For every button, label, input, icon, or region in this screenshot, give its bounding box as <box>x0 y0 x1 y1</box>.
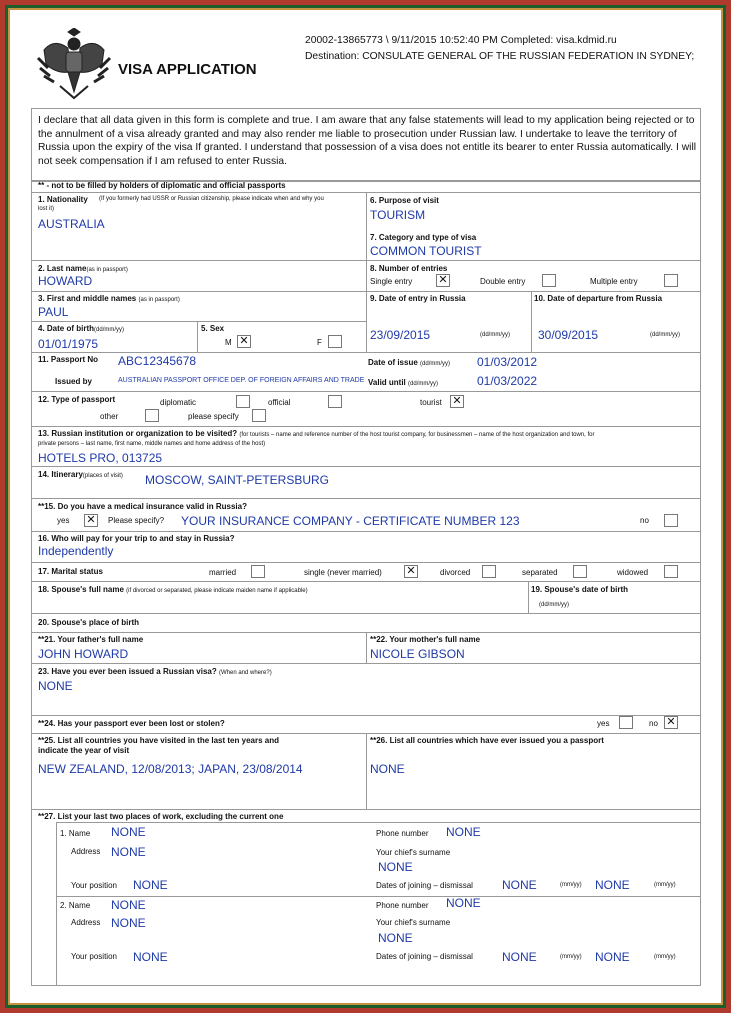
payer-label: 16. Who will pay for your trip to and stay in Russia? <box>38 534 235 543</box>
previous-visa-value[interactable]: NONE <box>38 679 73 693</box>
nationality-value[interactable]: AUSTRALIA <box>38 217 105 231</box>
sex-label: 5. Sex <box>201 324 225 333</box>
entry-date-label: 9. Date of entry in Russia <box>370 294 466 303</box>
countries-visited-value[interactable]: NEW ZEALAND, 12/08/2013; JAPAN, 23/08/2014 <box>38 762 303 776</box>
separated-label: separated <box>522 568 558 577</box>
married-checkbox[interactable] <box>251 565 265 578</box>
double-entry-checkbox[interactable] <box>542 274 556 287</box>
spouse-name-label: 18. Spouse's full name (if divorced or separated, please indicate maiden name if applicable) <box>38 585 308 594</box>
mother-name-label: **22. Your mother's full name <box>370 635 481 644</box>
job-2-address-label: Address <box>71 918 101 927</box>
sex-m-checkbox[interactable]: ✕ <box>237 335 251 348</box>
visa-category-value[interactable]: COMMON TOURIST <box>370 244 482 258</box>
itinerary-value[interactable]: MOSCOW, SAINT-PETERSBURG <box>145 473 330 487</box>
passport-type-label: 12. Type of passport <box>38 395 116 404</box>
separated-checkbox[interactable] <box>573 565 587 578</box>
insurance-no-checkbox[interactable] <box>664 514 678 527</box>
job-2-address-value[interactable]: NONE <box>111 916 146 930</box>
widowed-checkbox[interactable] <box>664 565 678 578</box>
sex-m-label: M <box>225 338 232 347</box>
job-2-name-value[interactable]: NONE <box>111 898 146 912</box>
single-checkbox[interactable]: ✕ <box>404 565 418 578</box>
entry-date-value[interactable]: 23/09/2015 <box>370 328 431 342</box>
work-history-label: **27. List your last two places of work, excluding the current one <box>38 812 284 821</box>
countries-visited-label-2: indicate the year of visit <box>38 746 130 755</box>
job-1-phone-value[interactable]: NONE <box>446 825 481 839</box>
multiple-entry-label: Multiple entry <box>590 277 638 286</box>
job-2-from-value[interactable]: NONE <box>502 950 537 964</box>
single-label: single (never married) <box>304 568 382 577</box>
job-2-to-value[interactable]: NONE <box>595 950 630 964</box>
passport-no-value[interactable]: ABC12345678 <box>118 354 197 368</box>
declaration-text: I declare that all data given in this form is complete and true. I am aware that any false statements will lead to my application being rejected or to the annulment of a visa already granted and may also render me liable to prosecution under Russian law. I undertake to leave the territory of Russia upon the expiry of the visa If granted. I understand that possession of a visa does not entitle its bearer to enter Russia automatically. I will not seek compensation if I am refused to enter Russia. <box>38 115 697 167</box>
job-2-name-label: 2. Name <box>60 901 91 910</box>
dob-value[interactable]: 01/01/1975 <box>38 337 99 351</box>
job-2-phone-value[interactable]: NONE <box>446 896 481 910</box>
sex-f-label: F <box>317 338 322 347</box>
job-2-from-format: (mm/yy) <box>560 954 582 960</box>
job-1-dates-label: Dates of joining – dismissal <box>376 881 473 890</box>
diplomatic-checkbox[interactable] <box>236 395 250 408</box>
other-checkbox[interactable] <box>145 409 159 422</box>
double-entry-label: Double entry <box>480 277 526 286</box>
father-name-label: **21. Your father's full name <box>38 635 144 644</box>
visa-category-label: 7. Category and type of visa <box>370 233 477 242</box>
marital-status-label: 17. Marital status <box>38 567 103 576</box>
dob-label: 4. Date of birth(dd/mm/yy) <box>38 324 125 333</box>
first-name-label: 3. First and middle names (as in passport) <box>38 294 180 303</box>
nationality-hint-2: lost it) <box>38 206 55 212</box>
single-entry-checkbox[interactable]: ✕ <box>436 274 450 287</box>
payer-value[interactable]: Independently <box>38 544 114 558</box>
previous-visa-label: 23. Have you ever been issued a Russian visa? (When and where?) <box>38 667 272 676</box>
issue-date-label: Date of issue (dd/mm/yy) <box>368 358 451 367</box>
diplomatic-note: ** - not to be filled by holders of diplomatic and official passports <box>38 181 286 190</box>
job-2-to-format: (mm/yy) <box>654 954 676 960</box>
destination-line: Destination: CONSULATE GENERAL OF THE RUSSIAN FEDERATION IN SYDNEY; <box>305 51 695 62</box>
job-1-chief-label: Your chief's surname <box>376 848 451 857</box>
departure-date-label: 10. Date of departure from Russia <box>534 294 663 303</box>
insurance-value[interactable]: YOUR INSURANCE COMPANY - CERTIFICATE NUMBER 123 <box>181 514 520 528</box>
job-2-position-value[interactable]: NONE <box>133 950 168 964</box>
job-1-address-label: Address <box>71 847 101 856</box>
job-1-from-value[interactable]: NONE <box>502 878 537 892</box>
job-1-name-value[interactable]: NONE <box>111 825 146 839</box>
other-specify-box[interactable] <box>252 409 266 422</box>
father-name-value[interactable]: JOHN HOWARD <box>38 647 129 661</box>
job-1-phone-label: Phone number <box>376 829 429 838</box>
issue-date-value[interactable]: 01/03/2012 <box>477 355 538 369</box>
tourist-label: tourist <box>420 398 442 407</box>
job-1-to-value[interactable]: NONE <box>595 878 630 892</box>
job-1-to-format: (mm/yy) <box>654 882 676 888</box>
nationality-label: 1. Nationality <box>38 195 88 204</box>
institution-hint: private persons – last name, first name, middle names and home address of the host) <box>38 441 266 447</box>
form-title: VISA APPLICATION <box>118 61 257 78</box>
passport-lost-no-checkbox[interactable]: ✕ <box>664 716 678 729</box>
departure-date-value[interactable]: 30/09/2015 <box>538 328 599 342</box>
divorced-label: divorced <box>440 568 471 577</box>
job-2-position-label: Your position <box>71 952 117 961</box>
purpose-label: 6. Purpose of visit <box>370 196 439 205</box>
nationality-hint: (If you formerly had USSR or Russian citizenship, please indicate when and why you <box>99 196 324 202</box>
countries-visited-label: **25. List all countries you have visited in the last ten years and <box>38 736 279 745</box>
entry-date-format: (dd/mm/yy) <box>480 332 510 338</box>
mother-name-value[interactable]: NICOLE GIBSON <box>370 647 465 661</box>
purpose-value[interactable]: TOURISM <box>370 208 426 222</box>
coat-of-arms-emblem <box>34 28 114 100</box>
valid-until-value[interactable]: 01/03/2022 <box>477 374 538 388</box>
departure-date-format: (dd/mm/yy) <box>650 332 680 338</box>
first-name-value[interactable]: PAUL <box>38 305 69 319</box>
job-1-address-value[interactable]: NONE <box>111 845 146 859</box>
other-label: other <box>100 412 119 421</box>
spouse-birthplace-label: 20. Spouse's place of birth <box>38 618 140 627</box>
official-checkbox[interactable] <box>328 395 342 408</box>
passport-lost-yes-checkbox[interactable] <box>619 716 633 729</box>
job-1-from-format: (mm/yy) <box>560 882 582 888</box>
passport-lost-yes-label: yes <box>597 719 610 728</box>
job-2-chief-label: Your chief's surname <box>376 918 451 927</box>
single-entry-label: Single entry <box>370 277 413 286</box>
married-label: married <box>209 568 237 577</box>
job-1-position-label: Your position <box>71 881 117 890</box>
widowed-label: widowed <box>617 568 649 577</box>
itinerary-label: 14. Itinerary(places of visit) <box>38 470 123 479</box>
job-2-phone-label: Phone number <box>376 901 429 910</box>
passport-countries-value[interactable]: NONE <box>370 762 405 776</box>
passport-no-label: 11. Passport No <box>38 355 99 364</box>
institution-value[interactable]: HOTELS PRO, 013725 <box>38 451 163 465</box>
insurance-yes-label: yes <box>57 516 70 525</box>
job-1-name-label: 1. Name <box>60 829 91 838</box>
diplomatic-label: diplomatic <box>160 398 197 407</box>
insurance-yes-checkbox[interactable]: ✕ <box>84 514 98 527</box>
passport-countries-label: **26. List all countries which have ever issued you a passport <box>370 736 604 745</box>
spouse-dob-label: 19. Spouse's date of birth <box>531 585 629 594</box>
spouse-dob-format: (dd/mm/yy) <box>539 602 569 608</box>
please-specify-label: please specify <box>188 412 239 421</box>
application-ref-line: 20002-13865773 \ 9/11/2015 10:52:40 PM Completed: visa.kdmid.ru <box>305 35 617 46</box>
issued-by-value[interactable]: AUSTRALIAN PASSPORT OFFICE DEP. OF FOREIGN AFFAIRS AND TRADE <box>118 377 365 384</box>
insurance-specify-label: Please specify? <box>108 516 165 525</box>
multiple-entry-checkbox[interactable] <box>664 274 678 287</box>
official-label: official <box>268 398 291 407</box>
last-name-value[interactable]: HOWARD <box>38 274 93 288</box>
entries-label: 8. Number of entries <box>370 264 448 273</box>
valid-until-label: Valid until (dd/mm/yy) <box>368 378 439 387</box>
insurance-no-label: no <box>640 516 649 525</box>
job-1-position-value[interactable]: NONE <box>133 878 168 892</box>
job-2-dates-label: Dates of joining – dismissal <box>376 952 473 961</box>
tourist-checkbox[interactable]: ✕ <box>450 395 464 408</box>
job-2-chief-value[interactable]: NONE <box>378 931 413 945</box>
passport-lost-label: **24. Has your passport ever been lost or stolen? <box>38 719 225 728</box>
last-name-label: 2. Last name(as in passport) <box>38 264 128 273</box>
sex-f-checkbox[interactable] <box>328 335 342 348</box>
issued-by-label: Issued by <box>55 377 92 386</box>
divorced-checkbox[interactable] <box>482 565 496 578</box>
job-1-chief-value[interactable]: NONE <box>378 860 413 874</box>
passport-lost-no-label: no <box>649 719 658 728</box>
insurance-label: **15. Do you have a medical insurance valid in Russia? <box>38 502 247 511</box>
institution-label: 13. Russian institution or organization to be visited? (for tourists – name and reference number of the host tourist company, for businessmen – name of the host organization and town, for <box>38 429 595 438</box>
